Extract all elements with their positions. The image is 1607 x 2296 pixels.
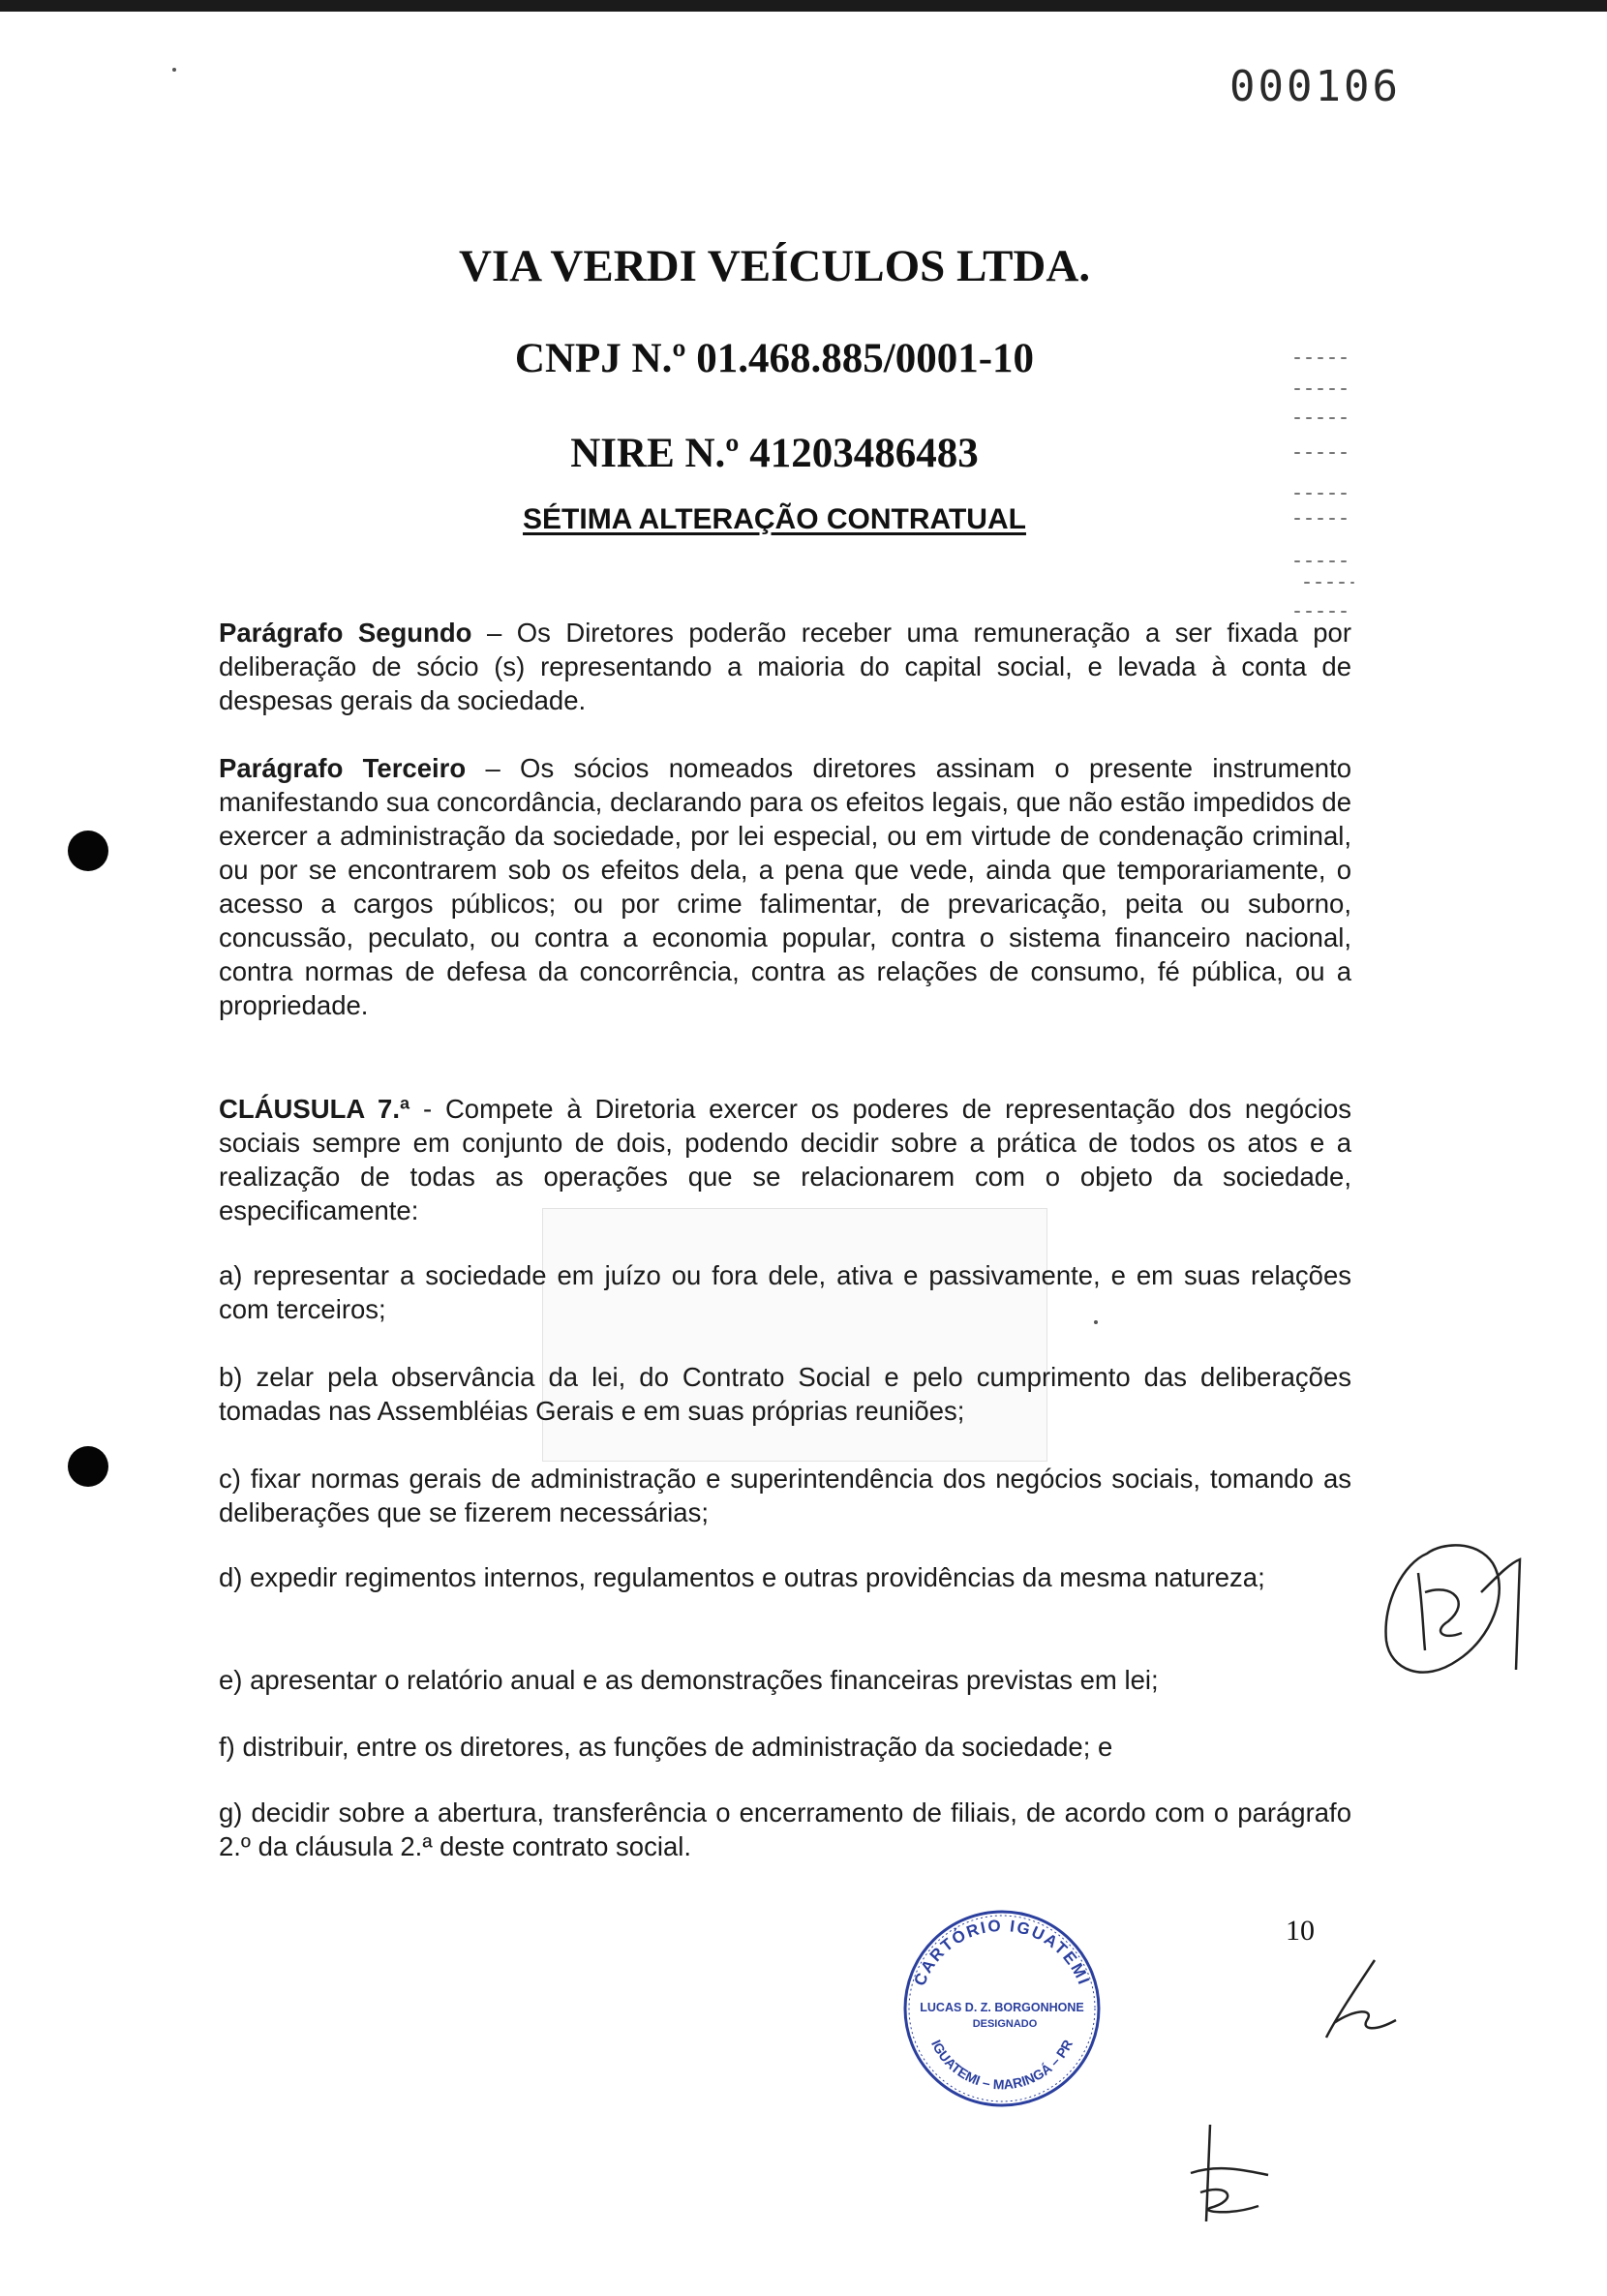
clause-7 [219, 1092, 1351, 1227]
svg-text:IGUATEMI – MARINGÁ – PR [928, 2037, 1076, 2092]
clause-item-g [219, 1796, 1351, 1863]
seal-role: DESIGNADO [972, 2018, 1038, 2030]
scan-speck [172, 68, 176, 72]
page-number: 10 [1286, 1915, 1315, 1947]
clause-item-text: c) fixar normas gerais de administração e superintendência dos negócios sociais, tomando as deliberações que se fizerem necessárias; [219, 1464, 1351, 1527]
punch-hole-top [68, 831, 108, 871]
paragraph-label: Parágrafo Segundo [219, 618, 472, 648]
document-title: SÉTIMA ALTERAÇÃO CONTRATUAL [523, 503, 1026, 535]
paragraph-label: Parágrafo Terceiro [219, 753, 467, 783]
clause-item-text: e) apresentar o relatório anual e as demonstrações financeiras previstas em lei; [219, 1665, 1159, 1695]
clause-item-c [219, 1462, 1351, 1529]
paragraph-segundo [219, 616, 1351, 717]
clause-item-b [219, 1360, 1351, 1428]
seal-ring-text: CARTÓRIO IGUATEMI [910, 1916, 1094, 1989]
initials-signature-bottom [1171, 2115, 1288, 2231]
seal-name: LUCAS D. Z. BORGONHONE [920, 2001, 1084, 2014]
scan-edge [0, 0, 1607, 12]
paragraph-terceiro [219, 751, 1351, 1022]
initials-signature-bottom-right [1307, 1950, 1413, 2067]
paragraph-text: – Os sócios nomeados diretores assinam o presente instrumento manifestando sua concordância, declarando para os efeitos legais, que não estão impedidos de exercer a administração da sociedade, por lei especial, ou em virtude de condenação criminal, ou por se encontrarem sob os efeitos dela, a pena que vede, ainda que temporariamente, o acesso a cargos públicos; ou por crime falimentar, de prevaricação, peita ou suborno, concussão, peculato, ou contra a economia popular, contra o sistema financeiro nacional, contra normas de defesa da concorrência, contra as relações de consumo, fé pública, ou a propriedade. [219, 753, 1352, 1020]
clause-item-f [219, 1730, 1351, 1764]
clause-item-text: f) distribuir, entre os diretores, as funções de administração da sociedade; e [219, 1732, 1113, 1762]
clause-item-text: b) zelar pela observância da lei, do Contrato Social e pelo cumprimento das deliberações tomadas nas Assembléias Gerais e em suas próprias reuniões; [219, 1362, 1351, 1426]
seal-ring-text-bottom: IGUATEMI – MARINGÁ – PR [927, 2037, 1076, 2093]
punch-hole-bottom [68, 1446, 108, 1487]
clause-item-text: d) expedir regimentos internos, regulamentos e outras providências da mesma natureza; [219, 1562, 1265, 1592]
clause-item-d [219, 1560, 1351, 1594]
clause-item-e [219, 1663, 1351, 1697]
company-name: VIA VERDI VEÍCULOS LTDA. [458, 241, 1091, 291]
stamp-page-number: 000106 [1229, 62, 1401, 111]
initials-signature-right [1365, 1525, 1539, 1699]
notary-seal-stamp [891, 1897, 1113, 2120]
paragraph-text: – Os Diretores poderão receber uma remuneração a ser fixada por deliberação de sócio (s) representando a maioria do capital social, e levada à conta de despesas gerais da sociedade. [219, 618, 1351, 715]
clause-item-text: g) decidir sobre a abertura, transferência o encerramento de filiais, de acordo com o parágrafo 2.º da cláusula 2.ª deste contrato social. [219, 1798, 1351, 1861]
clause-label: CLÁUSULA 7.ª [219, 1094, 410, 1124]
clause-text: - Compete à Diretoria exercer os poderes de representação dos negócios sociais sempre em conjunto de dois, podendo decidir sobre a prática de todos os atos e a realização de todas as operações que se relacionarem com o objeto da sociedade, especificamente: [219, 1094, 1351, 1225]
clause-item-a [219, 1258, 1351, 1326]
clause-item-text: a) representar a sociedade em juízo ou fora dele, ativa e passivamente, e em suas relações com terceiros; [219, 1260, 1351, 1324]
cnpj: CNPJ N.º 01.468.885/0001-10 [514, 336, 1035, 381]
nire: NIRE N.º 41203486483 [570, 431, 979, 476]
svg-text:CARTÓRIO IGUATEMI [910, 1917, 1093, 1989]
